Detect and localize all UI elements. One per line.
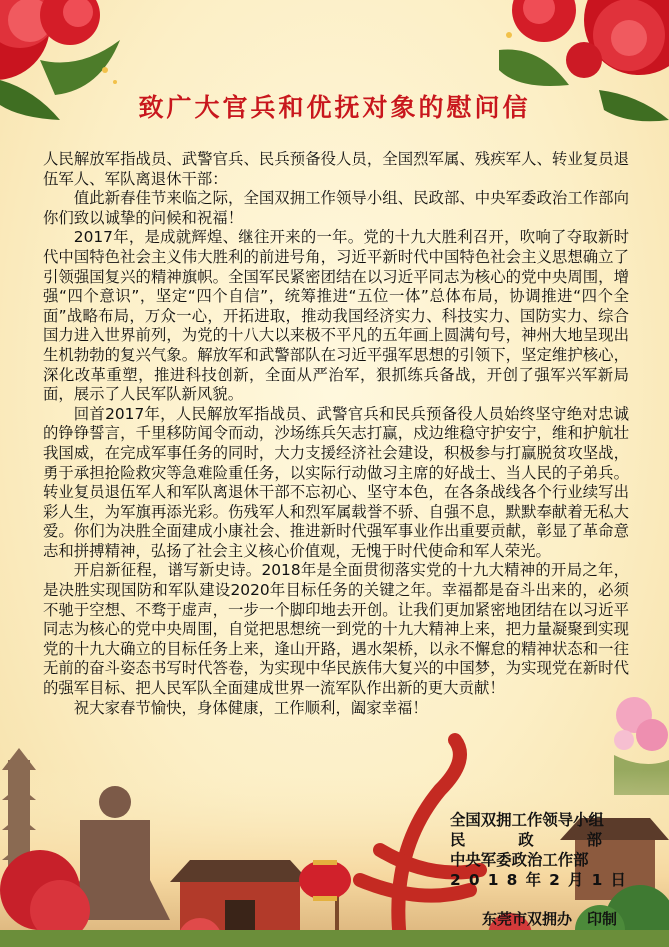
- gate-tower-illustration: [170, 860, 310, 930]
- paragraph: 值此新春佳节来临之际，全国双拥工作领导小组、民政部、中央军委政治工作部向你们致以诚挚的问候和祝福！: [43, 189, 629, 227]
- paragraph: 开启新征程，谱写新史诗。2018年是全面贯彻落实党的十九大精神的开局之年，是决胜实现国防和军队建设2020年目标任务的关键之年。幸福都是奋斗出来的，必须不驰于空想、不骛于虚声，一步一个脚印地去开创。让我们更加紧密地团结在以习近平同志为核心的党中央周围，自觉把思想统一到党的十九大精神上来，把力量凝聚到实现党的十九大确立的目标任务上来，逢山开路，遇水架桥，以永不懈怠的精神状态和一往无前的奋斗姿态书写时代答卷，为实现中华民族伟大复兴的中国梦，为实现党在新时代的强军目标、把人民军队全面建成世界一流军队作出新的更大贡献！: [43, 561, 629, 698]
- signature-block: [450, 810, 630, 890]
- letter-title: 致广大官兵和优抚对象的慰问信: [138, 93, 531, 122]
- paragraph: 回首2017年，人民解放军指战员、武警官兵和民兵预备役人员始终坚守绝对忠诚的铮铮誓言，千里移防闻令而动，沙场练兵矢志打赢，戍边维稳守护安宁，维和护航壮我国威，在完成军事任务的同时，大力支援经济社会建设，积极参与打赢脱贫攻坚战，勇于承担抢险救灾等急难险重任务，以实际行动做习主席的好战士、当人民的子弟兵。转业复员退伍军人和军队离退休干部不忘初心、坚守本色，在各条战线各个行业续写出彩人生，为军旗再添光彩。伤残军人和烈军属载誉不骄、自强不息，默默奉献着无私大爱。你们为决胜全面建成小康社会、推进新时代强军事业作出重要贡献，彰显了革命意志和拼搏精神，弘扬了社会主义核心价值观，无愧于时代使命和军人荣光。: [43, 404, 629, 560]
- closing-wishes: 祝大家春节愉快，身体健康，工作顺利，阖家幸福！: [73, 698, 428, 717]
- signature-org-2: 民 政 部: [450, 831, 602, 849]
- signature-date: 2 0 1 8 年 2 月 1 日: [450, 871, 626, 889]
- signature-org-3: 中央军委政治工作部: [450, 851, 589, 869]
- signature-org-1: 全国双拥工作领导小组: [450, 811, 604, 829]
- salutation: 人民解放军指战员、武警官兵、民兵预备役人员，全国烈军属、残疾军人、转业复员退伍军人、军队离退休干部：: [43, 150, 629, 188]
- letter-body: [43, 150, 629, 718]
- paragraph: 2017年，是成就辉煌、继往开来的一年。党的十九大胜利召开，吹响了夺取新时代中国特色社会主义伟大胜利的前进号角，习近平新时代中国特色社会主义思想确立了引领强国复兴的精神旗帜。全国军民紧密团结在以习近平同志为核心的党中央周围，增强“四个意识”，坚定“四个自信”，统筹推进“五位一体”总体布局，协调推进“四个全面”战略布局，万众一心，开拓进取，推动我国经济实力、科技实力、国防实力、综合国力进入世界前列，为党的十八大以来极不平凡的五年画上圆满句号，神州大地呈现出生机勃勃的复兴气象。解放军和武警部队在习近平强军思想的引领下，坚定维护核心，深化改革重塑，推进科技创新，全面从严治军，狠抓练兵备战，开创了强军兴军新局面，展示了人民军队新风貌。: [43, 228, 629, 404]
- printer-credit: 东莞市双拥办 印制: [482, 910, 618, 928]
